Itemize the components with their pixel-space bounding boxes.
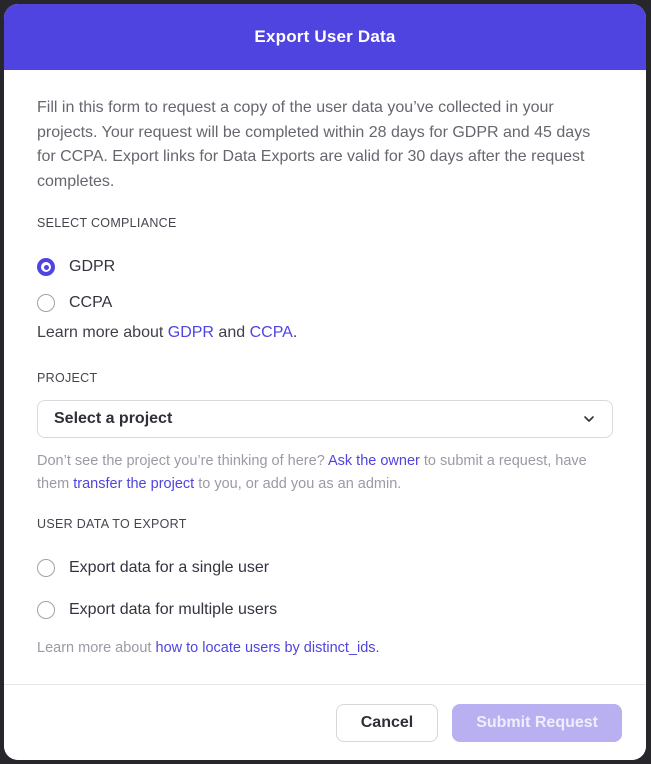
radio-label-multiple-users: Export data for multiple users: [69, 601, 278, 618]
transfer-the-project-link[interactable]: transfer the project: [73, 475, 195, 492]
gdpr-link[interactable]: GDPR: [167, 324, 214, 341]
user-data-section-label: USER DATA TO EXPORT: [37, 517, 187, 531]
distinct-ids-link[interactable]: how to locate users by distinct_ids.: [155, 640, 380, 656]
cancel-button[interactable]: Cancel: [336, 704, 438, 742]
radio-option-single-user[interactable]: [37, 556, 613, 580]
compliance-learn-more: [37, 321, 613, 345]
project-select[interactable]: [37, 400, 613, 438]
compliance-section-label: SELECT COMPLIANCE: [37, 216, 177, 230]
project-section-label: PROJECT: [37, 371, 98, 385]
ccpa-link[interactable]: CCPA: [249, 324, 293, 341]
radio-label-gdpr: GDPR: [69, 258, 116, 275]
distinct-ids-learn-more-prefix: Learn more about: [37, 640, 156, 656]
project-helper-text: [37, 450, 613, 495]
radio-button-gdpr[interactable]: [37, 258, 55, 276]
radio-option-gdpr[interactable]: [37, 255, 613, 279]
export-user-data-dialog: [4, 4, 646, 760]
dialog-header: [4, 4, 646, 70]
radio-button-multiple-users[interactable]: [37, 601, 55, 619]
form-description: Fill in this form to request a copy of the user data you’ve collected in your projects. Your request will be completed within 28 days for GDPR and 45 days for CCPA. Export links for Data Exports are valid for 30 days after the request completes.: [37, 99, 591, 190]
distinct-ids-learn-more: [37, 638, 613, 658]
radio-label-single-user: Export data for a single user: [69, 559, 270, 576]
dialog-body: [4, 70, 646, 684]
compliance-learn-more-prefix: Learn more about: [37, 324, 168, 341]
project-select-value: Select a project: [54, 410, 173, 427]
project-helper-part2: to submit a request, have them: [37, 453, 587, 492]
radio-button-single-user[interactable]: [37, 559, 55, 577]
project-helper-part3: to you, or add you as an admin.: [194, 475, 402, 492]
compliance-learn-more-suffix: .: [292, 324, 298, 341]
dialog-footer: [4, 684, 646, 760]
submit-request-button[interactable]: Submit Request: [452, 704, 622, 742]
radio-label-ccpa: CCPA: [69, 294, 113, 311]
dialog-title: Export User Data: [254, 27, 396, 46]
ask-the-owner-link[interactable]: Ask the owner: [327, 453, 420, 469]
project-helper-part1: Don’t see the project you’re thinking of here?: [37, 453, 328, 469]
radio-button-ccpa[interactable]: [37, 294, 55, 312]
compliance-learn-more-middle: and: [213, 324, 250, 341]
radio-option-multiple-users[interactable]: [37, 598, 613, 622]
chevron-down-icon: [582, 412, 596, 426]
radio-option-ccpa[interactable]: [37, 291, 613, 315]
